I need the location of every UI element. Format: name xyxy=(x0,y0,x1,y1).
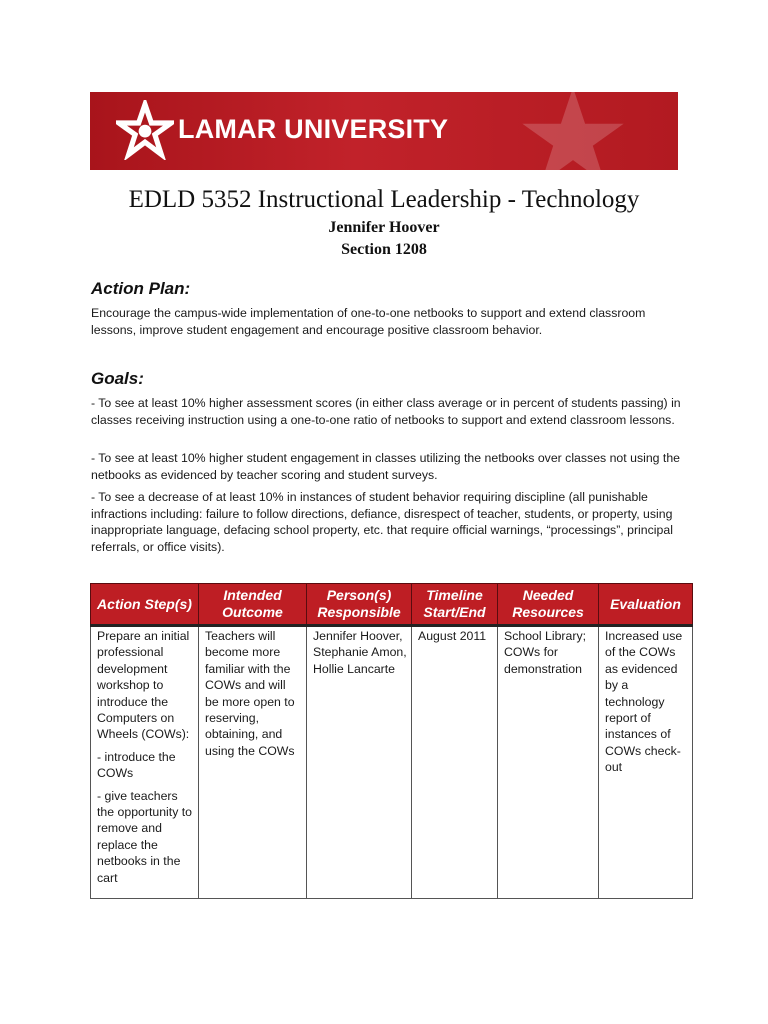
university-banner xyxy=(90,92,678,170)
author-name: Jennifer Hoover xyxy=(328,219,440,236)
star-watermark-icon xyxy=(498,92,648,170)
cell-persons-responsible: Jennifer Hoover, Stephanie Amon, Hollie Lancarte xyxy=(307,626,412,899)
header-timeline: Timeline Start/End xyxy=(412,584,498,626)
university-name: LAMAR UNIVERSITY xyxy=(178,114,449,144)
table-row xyxy=(91,626,693,899)
header-action-steps: Action Step(s) xyxy=(91,584,199,626)
cell-evaluation: Increased use of the COWs as evidenced by a technology report of instances of COWs check-out xyxy=(599,626,693,899)
action-plan-table xyxy=(90,583,693,899)
cell-needed-resources: School Library; COWs for demonstration xyxy=(498,626,599,899)
goal-item-2: - To see at least 10% higher student engagement in classes utilizing the netbooks over classes not using the netbooks as evidenced by teacher scoring and student surveys. xyxy=(91,451,681,482)
header-intended-outcome: Intended Outcome xyxy=(199,584,307,626)
table-header-row xyxy=(91,584,693,626)
goal-item-1: - To see at least 10% higher assessment scores (in either class average or in percent of students passing) in classes receiving instruction using a one-to-one ratio of netbooks to support and extend classroom lessons. xyxy=(91,396,681,427)
action-step-bullet-1: - introduce the COWs xyxy=(97,749,176,781)
course-title: EDLD 5352 Instructional Leadership - Technology xyxy=(128,186,640,213)
action-plan-heading: Action Plan: xyxy=(91,279,191,298)
lamar-star-logo-icon xyxy=(116,100,174,160)
action-step-bullet-2: - give teachers the opportunity to remove and replace the netbooks in the cart xyxy=(97,788,193,885)
goal-item-3: - To see a decrease of at least 10% in instances of student behavior requiring discipline (all punishable infractions including: failure to follow directions, defiance, disrespect of teacher, students, or property, using inappropriate language, defacing school property, etc. that require official warnings, “processings”, principal referrals, or office visits). xyxy=(91,490,673,554)
cell-timeline: August 2011 xyxy=(412,626,498,899)
goals-heading: Goals: xyxy=(91,369,144,388)
section-number: Section 1208 xyxy=(341,241,427,258)
header-persons-responsible: Person(s) Responsible xyxy=(307,584,412,626)
action-step-intro: Prepare an initial professional development workshop to introduce the Computers on Wheels (COWs): xyxy=(97,629,190,742)
action-plan-text: Encourage the campus-wide implementation of one-to-one netbooks to support and extend classroom lessons, improve student engagement and encourage positive classroom behavior. xyxy=(91,306,646,337)
cell-intended-outcome: Teachers will become more familiar with the COWs and will be more open to reserving, obtaining, and using the COWs xyxy=(199,626,307,899)
header-needed-resources: Needed Resources xyxy=(498,584,599,626)
header-evaluation: Evaluation xyxy=(599,584,693,626)
cell-action-step xyxy=(91,626,199,899)
